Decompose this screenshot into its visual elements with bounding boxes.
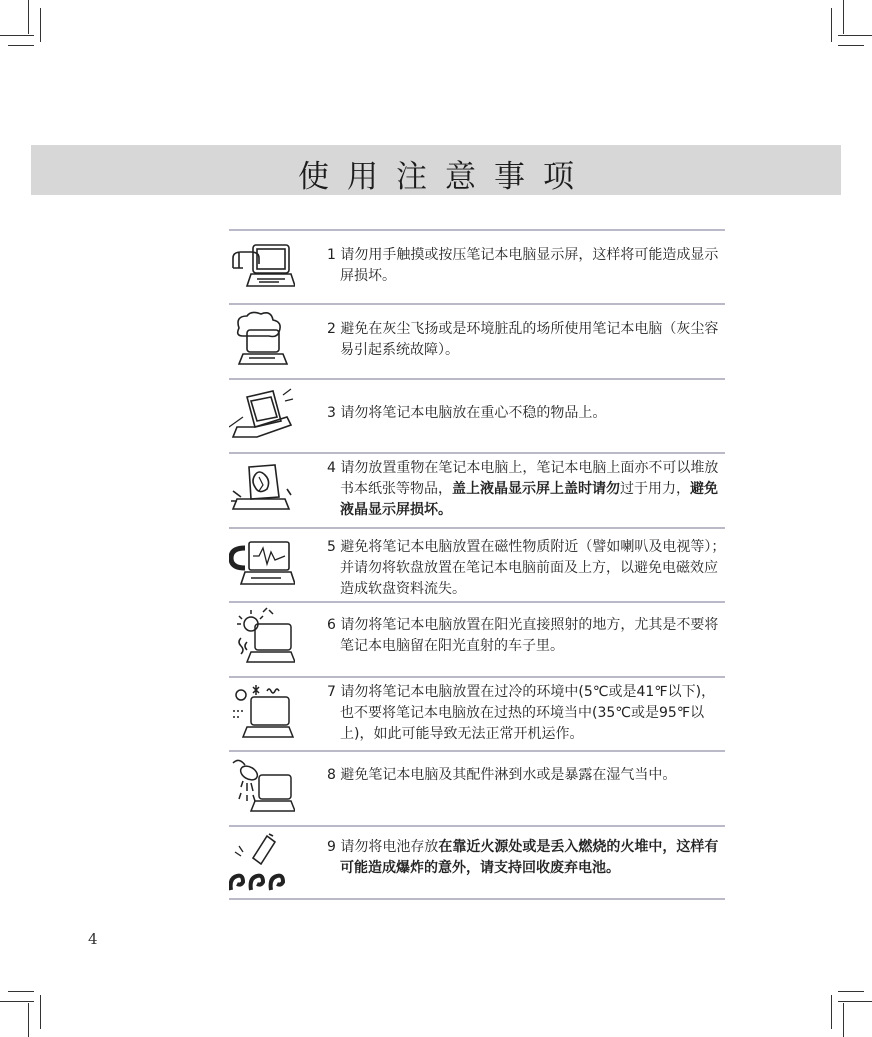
list-item <box>229 604 725 674</box>
divider <box>229 527 725 529</box>
dust-cloud-icon <box>229 310 295 370</box>
hand-touch-screen-icon <box>229 238 295 298</box>
shower-water-icon <box>229 757 295 817</box>
item-text: 8 避免笔记本电脑及其配件淋到水或是暴露在湿气当中。 <box>327 767 677 783</box>
list-item <box>229 753 725 823</box>
crop-mark <box>843 0 844 34</box>
crop-mark <box>40 995 41 1029</box>
crop-mark <box>8 991 34 992</box>
crop-mark <box>0 1001 34 1002</box>
divider <box>229 825 725 827</box>
sunlight-icon <box>229 606 295 666</box>
divider <box>229 601 725 603</box>
title-banner <box>31 145 841 195</box>
crop-mark <box>28 0 29 34</box>
crop-mark <box>0 35 34 36</box>
crop-mark <box>838 35 872 36</box>
crop-mark <box>838 991 864 992</box>
divider <box>229 750 725 752</box>
divider <box>229 452 725 454</box>
list-item <box>229 232 725 302</box>
item-text: 5 避免将笔记本电脑放置在磁性物质附近（譬如喇叭及电视等）；并请勿将软盘放置在笔记本电脑前面及上方，以避免电磁效应造成软盘资料流失。 <box>327 539 726 597</box>
item-text: 6 请勿将笔记本电脑放置在阳光直接照射的地方，尤其是不要将笔记本电脑留在阳光直射的车子里。 <box>327 617 719 654</box>
list-item <box>229 381 725 451</box>
item-text: 3 请勿将笔记本电脑放在重心不稳的物品上。 <box>327 405 607 421</box>
crop-mark <box>838 1001 872 1002</box>
crop-mark <box>28 1003 29 1037</box>
item-text: 2 避免在灰尘飞扬或是环境脏乱的场所使用笔记本电脑（灰尘容易引起系统故障）。 <box>327 321 719 358</box>
crop-mark <box>843 1003 844 1037</box>
crop-mark <box>831 8 832 42</box>
unstable-surface-icon <box>229 387 295 447</box>
battery-fire-icon <box>229 832 295 892</box>
list-item <box>229 455 725 525</box>
divider <box>229 303 725 305</box>
divider <box>229 898 725 900</box>
crop-mark <box>831 995 832 1029</box>
list-item <box>229 828 725 898</box>
list-item <box>229 306 725 376</box>
item-text: 4 请勿放置重物在笔记本电脑上，笔记本电脑上面亦不可以堆放书本纸张等物品，盖上液晶显示屏上盖时请勿过于用力，避免液晶显示屏损坏。 <box>327 460 719 518</box>
crop-mark <box>8 45 34 46</box>
page-number: 4 <box>88 930 98 948</box>
item-text: 9 请勿将电池存放在靠近火源处或是丢入燃烧的火堆中，这样有可能造成爆炸的意外，请支持回收废弃电池。 <box>327 839 719 876</box>
list-item <box>229 679 725 749</box>
page-title: 使用注意事项 <box>298 159 592 195</box>
temperature-icon <box>229 683 295 743</box>
item-text: 7 请勿将笔记本电脑放置在过冷的环境中(5℃或是41℉以下)，也不要将笔记本电脑放在过热的环境当中(35℃或是95℉以上)，如此可能导致无法正常开机运作。 <box>327 684 716 742</box>
list-item <box>229 530 725 600</box>
heavy-object-icon <box>229 461 295 521</box>
divider <box>229 229 725 231</box>
magnet-icon <box>229 536 295 596</box>
divider <box>229 676 725 678</box>
item-text: 1 请勿用手触摸或按压笔记本电脑显示屏，这样将可能造成显示屏损坏。 <box>327 247 719 284</box>
divider <box>229 378 725 380</box>
crop-mark <box>838 45 864 46</box>
crop-mark <box>40 8 41 42</box>
